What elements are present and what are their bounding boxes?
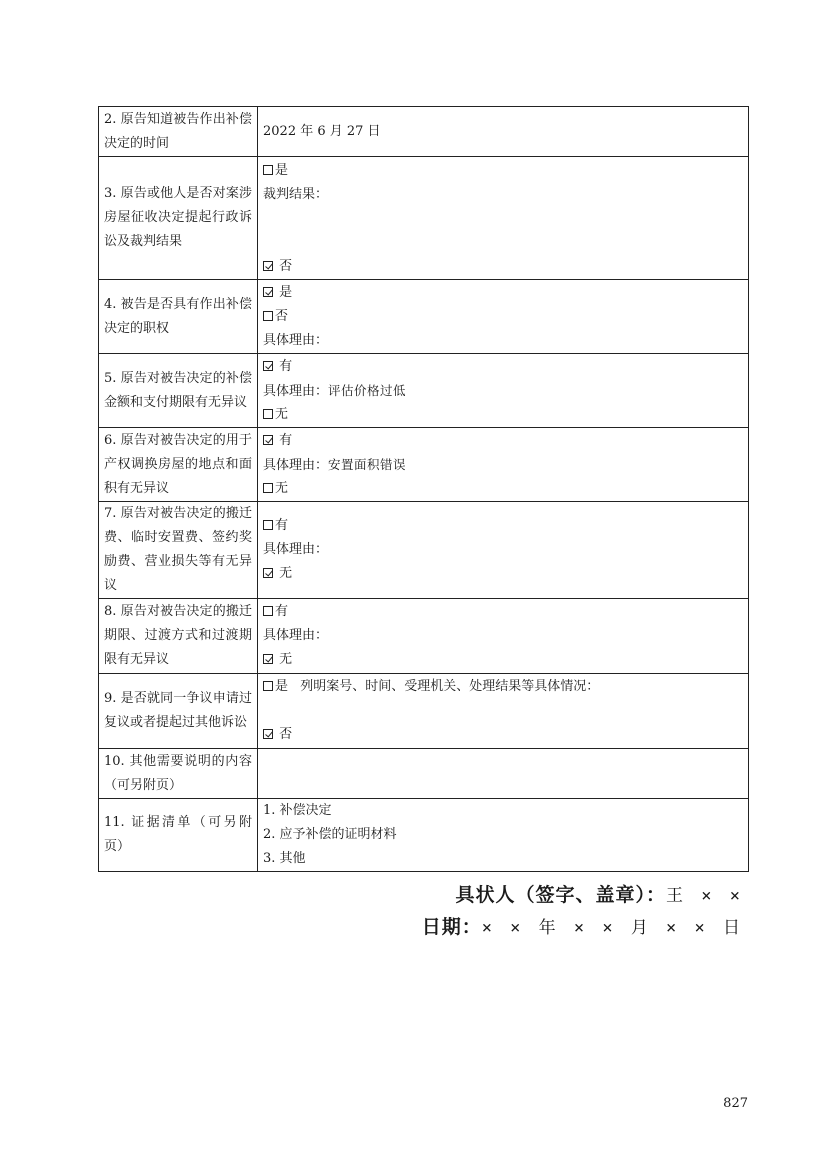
reason-label: 具体理由： <box>263 457 329 473</box>
question-cell: 7. 原告对被告决定的搬迁费、临时安置费、签约奖励费、营业损失等有无异议 <box>99 502 258 599</box>
question-cell: 9. 是否就同一争议申请过复议或者提起过其他诉讼 <box>99 674 258 749</box>
checkbox-empty-icon[interactable] <box>263 483 273 493</box>
answer-cell <box>258 428 749 502</box>
page-number: 827 <box>723 1096 748 1111</box>
checkbox-checked-icon[interactable] <box>263 287 273 297</box>
table-row <box>99 280 749 354</box>
evidence-item: 1. 补偿决定 <box>263 803 332 818</box>
option-yes[interactable]: 有 <box>263 600 743 624</box>
option-no[interactable]: 无 <box>263 403 743 427</box>
question-cell: 3. 原告或他人是否对案涉房屋征收决定提起行政诉讼及裁判结果 <box>99 157 258 280</box>
complaint-form-table <box>98 106 749 872</box>
answer-cell <box>258 354 749 428</box>
answer-cell <box>258 280 749 354</box>
option-yes[interactable]: 是 <box>263 159 743 183</box>
question-cell: 8. 原告对被告决定的搬迁期限、过渡方式和过渡期限有无异议 <box>99 599 258 674</box>
reason-text: 评估价格过低 <box>328 382 407 398</box>
table-row <box>99 157 749 280</box>
option-no[interactable]: 否 <box>263 255 743 279</box>
checkbox-checked-icon[interactable] <box>263 261 273 271</box>
date-label: 日期： <box>421 916 482 938</box>
answer-cell <box>258 502 749 599</box>
evidence-item: 2. 应予补偿的证明材料 <box>263 827 397 842</box>
date-line <box>422 912 744 939</box>
answer-cell <box>258 799 749 872</box>
table-row <box>99 428 749 502</box>
question-cell: 11. 证据清单（可另附页） <box>99 799 258 872</box>
answer-cell <box>258 157 749 280</box>
question-cell: 4. 被告是否具有作出补偿决定的职权 <box>99 280 258 354</box>
reason-label: 具体理由： <box>263 332 329 348</box>
checkbox-checked-icon[interactable] <box>263 654 273 664</box>
answer-cell <box>258 107 749 157</box>
option-no[interactable]: 否 <box>263 305 743 329</box>
signature-name: 王 × × <box>666 886 744 906</box>
reason-text: 安置面积错误 <box>328 456 407 472</box>
option-no[interactable]: 否 <box>263 723 743 747</box>
date-value: × × 年 × × 月 × × 日 <box>481 918 744 938</box>
answer-cell-empty[interactable] <box>258 749 749 799</box>
table-row <box>99 799 749 872</box>
option-yes[interactable]: 有 <box>263 514 743 538</box>
option-yes[interactable]: 是 列明案号、时间、受理机关、处理结果等具体情况： <box>263 675 743 699</box>
reason-label: 裁判结果： <box>263 187 329 202</box>
checkbox-empty-icon[interactable] <box>263 606 273 616</box>
reason-label: 具体理由： <box>263 542 329 557</box>
question-cell: 10. 其他需要说明的内容（可另附页） <box>99 749 258 799</box>
details-label: 列明案号、时间、受理机关、处理结果等具体情况： <box>300 679 600 694</box>
checkbox-empty-icon[interactable] <box>263 311 273 321</box>
checkbox-checked-icon[interactable] <box>263 729 273 739</box>
option-yes[interactable]: 有 <box>263 429 743 453</box>
question-cell: 6. 原告对被告决定的用于产权调换房屋的地点和面积有无异议 <box>99 428 258 502</box>
option-no[interactable]: 无 <box>263 477 743 501</box>
table-row <box>99 502 749 599</box>
question-cell: 2. 原告知道被告作出补偿决定的时间 <box>99 107 258 157</box>
checkbox-empty-icon[interactable] <box>263 681 273 691</box>
reason-label: 具体理由： <box>263 628 329 643</box>
option-yes[interactable]: 是 <box>263 281 743 305</box>
reason-label: 具体理由： <box>263 383 329 399</box>
option-yes[interactable]: 有 <box>263 355 743 379</box>
question-cell: 5. 原告对被告决定的补偿金额和支付期限有无异议 <box>99 354 258 428</box>
checkbox-empty-icon[interactable] <box>263 409 273 419</box>
checkbox-checked-icon[interactable] <box>263 435 273 445</box>
table-row <box>99 599 749 674</box>
table-row <box>99 354 749 428</box>
option-no[interactable]: 无 <box>263 562 743 586</box>
answer-date: 2022 年 6 月 27 日 <box>263 123 381 139</box>
checkbox-empty-icon[interactable] <box>263 520 273 530</box>
option-no[interactable]: 无 <box>263 648 743 672</box>
checkbox-empty-icon[interactable] <box>263 165 273 175</box>
answer-cell <box>258 674 749 749</box>
table-row <box>99 674 749 749</box>
checkbox-checked-icon[interactable] <box>263 568 273 578</box>
table-row <box>99 749 749 799</box>
signature-label: 具状人（签字、盖章）： <box>455 884 667 906</box>
answer-cell <box>258 599 749 674</box>
signature-line <box>456 880 744 907</box>
table-row <box>99 107 749 157</box>
checkbox-checked-icon[interactable] <box>263 361 273 371</box>
evidence-item: 3. 其他 <box>263 851 306 866</box>
